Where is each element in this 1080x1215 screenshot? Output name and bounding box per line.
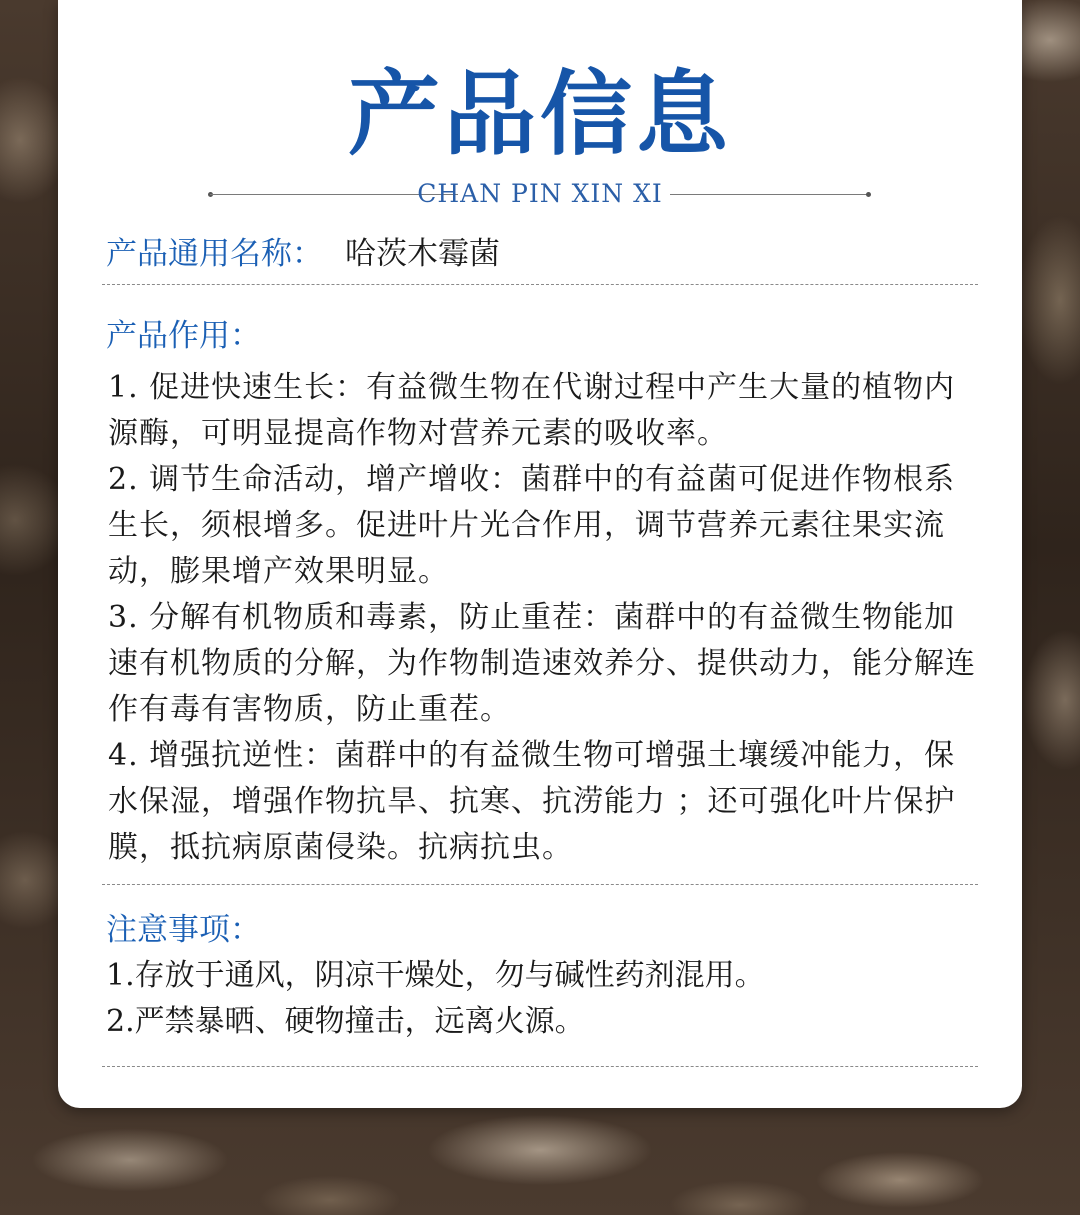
divider-line-right [670,194,868,195]
dashed-divider [102,284,978,285]
function-item-1: 1. 促进快速生长：有益微生物在代谢过程中产生大量的植物内源酶，可明显提高作物对营养元素的吸收率。 [108,370,956,451]
product-info-card [58,0,1022,1108]
product-name-row [106,232,500,276]
function-section-label: 产品作用： [106,318,261,354]
dashed-divider [102,1066,978,1067]
dashed-divider [102,884,978,885]
page-subtitle: CHAN PIN XIN XI [417,179,663,208]
divider-dot-right [866,192,871,197]
product-name-value: 哈茨木霉菌 [345,236,500,272]
notes-list [106,953,976,1045]
subtitle-row [58,176,1022,212]
notes-section-label: 注意事项： [106,912,261,948]
product-name-label: 产品通用名称： [106,236,323,272]
function-list [108,365,978,871]
function-item-2: 2. 调节生命活动，增产增收：菌群中的有益菌可促进作物根系生长，须根增多。促进叶片光合作用，调节营养元素往果实流动，膨果增产效果明显。 [108,462,956,589]
note-item-2: 2.严禁暴晒、硬物撞击，远离火源。 [106,1004,585,1039]
page-title: 产品信息 [347,61,732,168]
function-item-4: 4. 增强抗逆性：菌群中的有益微生物可增强土壤缓冲能力，保水保湿，增强作物抗旱、抗寒、抗涝能力 ；还可强化叶片保护膜，抵抗病原菌侵染。抗病抗虫。 [108,738,956,865]
function-item-3: 3. 分解有机物质和毒素，防止重茬：菌群中的有益微生物能加速有机物质的分解，为作物制造速效养分、提供动力，能分解连作有毒有害物质，防止重茬。 [108,600,976,727]
note-item-1: 1.存放于通风，阴凉干燥处，勿与碱性药剂混用。 [106,958,765,993]
